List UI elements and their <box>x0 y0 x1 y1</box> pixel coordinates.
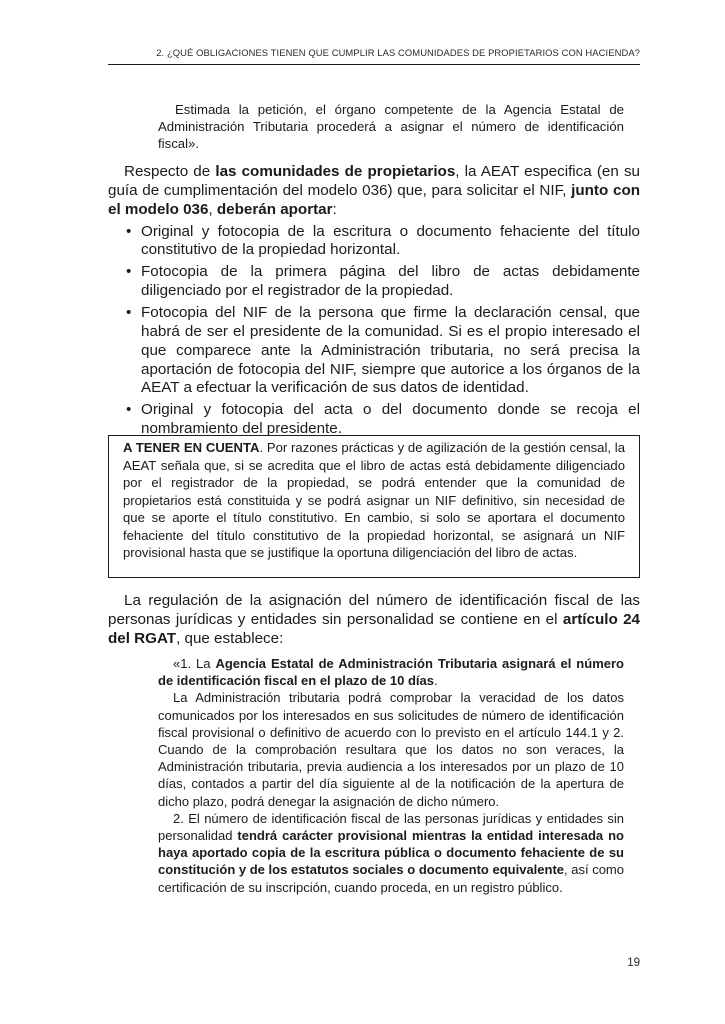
list-item-text: Original y fotocopia de la escritura o documento fehaciente del título constitutivo de la propiedad horizontal. <box>141 222 640 259</box>
regulation-text-2: , que establece: <box>176 629 284 647</box>
list-item <box>108 263 640 301</box>
quote-rgat-p3-bold: tendrá carácter provisional mientras la entidad interesada no haya aportado copia de la escritura pública o documento fehaciente de su constitución y de los estatutos sociales o documento equivalente <box>158 828 624 878</box>
note-heading: A TENER EN CUENTA <box>123 440 260 455</box>
regulation-paragraph <box>108 592 640 648</box>
list-item <box>108 401 640 439</box>
bullet-icon: • <box>126 304 132 322</box>
running-header: 2. ¿QUÉ OBLIGACIONES TIENEN QUE CUMPLIR LAS COMUNIDADES DE PROPIETARIOS CON HACIENDA? <box>156 47 640 58</box>
intro-text-3: , <box>208 200 217 218</box>
intro-paragraph <box>108 163 640 219</box>
header-rule <box>108 64 640 65</box>
intro-bold-3: deberán aportar <box>216 200 333 218</box>
quote-rgat-p1-text-2: . <box>433 673 438 689</box>
bullet-icon: • <box>126 222 132 240</box>
bullet-icon: • <box>126 263 132 281</box>
quote-rgat-p1 <box>158 655 624 689</box>
list-item-text: Fotocopia del NIF de la persona que firme la declaración censal, que habrá de ser el presidente de la comunidad. Si es el propio interesado el que comparece ante la Administración tributaria, no será precisa la aportación de fotocopia del NIF, siempre que autorice a los órganos de la AEAT a efectuar la verificación de sus datos de identidad. <box>141 304 640 397</box>
note-box <box>108 435 640 578</box>
quote-rgat-p2 <box>158 689 624 809</box>
list-item <box>108 304 640 398</box>
note-text: . Por razones prácticas y de agilización de la gestión censal, la AEAT señala que, si se acredita que el libro de actas está debidamente diligenciado por el registrador de la propiedad, se podrá entender que la comunidad de propietarios está constituida y se podrá asignar un NIF definitivo, sin necesidad de que se aporte el título constitutivo. En cambio, si solo se aportara el documento fehaciente del título constitutivo de la propiedad horizontal, se asignará un NIF provisional hasta que se justifique la oportuna diligenciación del libro de actas. <box>123 440 625 560</box>
intro-bold-2: junto con el modelo 036 <box>108 181 640 218</box>
quote-rgat <box>158 655 624 896</box>
quote-rgat-p1-bold: Agencia Estatal de Administración Tributaria asignará el número de identificación fiscal en el plazo de 10 días <box>158 656 624 689</box>
intro-text-4: : <box>332 200 337 218</box>
bullet-icon: • <box>126 401 132 419</box>
list-item <box>108 223 640 261</box>
quote-rgat-p1-text-1: «1. La <box>173 656 216 671</box>
body-block <box>108 163 640 439</box>
list-item-text: Fotocopia de la primera página del libro de actas debidamente diligenciado por el registrador de la propiedad. <box>141 263 640 300</box>
quote-rgat-p3-text-2: , así como certificación de su inscripción, cuando proceda, en un registro público. <box>158 862 624 895</box>
intro-text-1: Respecto de <box>124 163 216 180</box>
list-item-text: Original y fotocopia del acta o del documento donde se recoja el nombramiento del presidente. <box>141 401 640 438</box>
requirements-list <box>108 223 640 439</box>
page-number: 19 <box>627 957 640 969</box>
quote-rgat-p2-text: La Administración tributaria podrá comprobar la veracidad de los datos comunicados por los interesados en sus solicitudes de número de identificación fiscal provisional o definitivo de acuerdo con lo previsto en el artículo 144.1 y 2. Cuando de la comprobación resultara que los datos no son veraces, la Administración tributaria, previa audiencia a los interesados por un plazo de 10 días, contados a partir del día siguiente al de la notificación de la apertura de dicho plazo, podrá denegar la asignación de dicho número. <box>158 690 624 809</box>
regulation-bold-1: artículo 24 del RGAT <box>108 610 641 647</box>
intro-bold-1: las comunidades de propietarios <box>215 163 456 180</box>
quote-rgat-p3 <box>158 810 624 896</box>
regulation-text-1: La regulación de la asignación del número de identificación fiscal de las personas jurídicas y entidades sin personalidad se contiene en el <box>108 592 640 628</box>
quote-rgat-p3-text-1: 2. El número de identificación fiscal de las personas jurídicas y entidades sin personalidad <box>158 810 624 844</box>
quote-top <box>158 101 624 152</box>
intro-text-2: , la AEAT especifica (en su guía de cumplimentación del modelo 036) que, para solicitar el NIF, <box>108 163 640 199</box>
quote-top-text: Estimada la petición, el órgano competente de la Agencia Estatal de Administración Tributaria procederá a asignar el número de identificación fiscal». <box>158 102 624 151</box>
